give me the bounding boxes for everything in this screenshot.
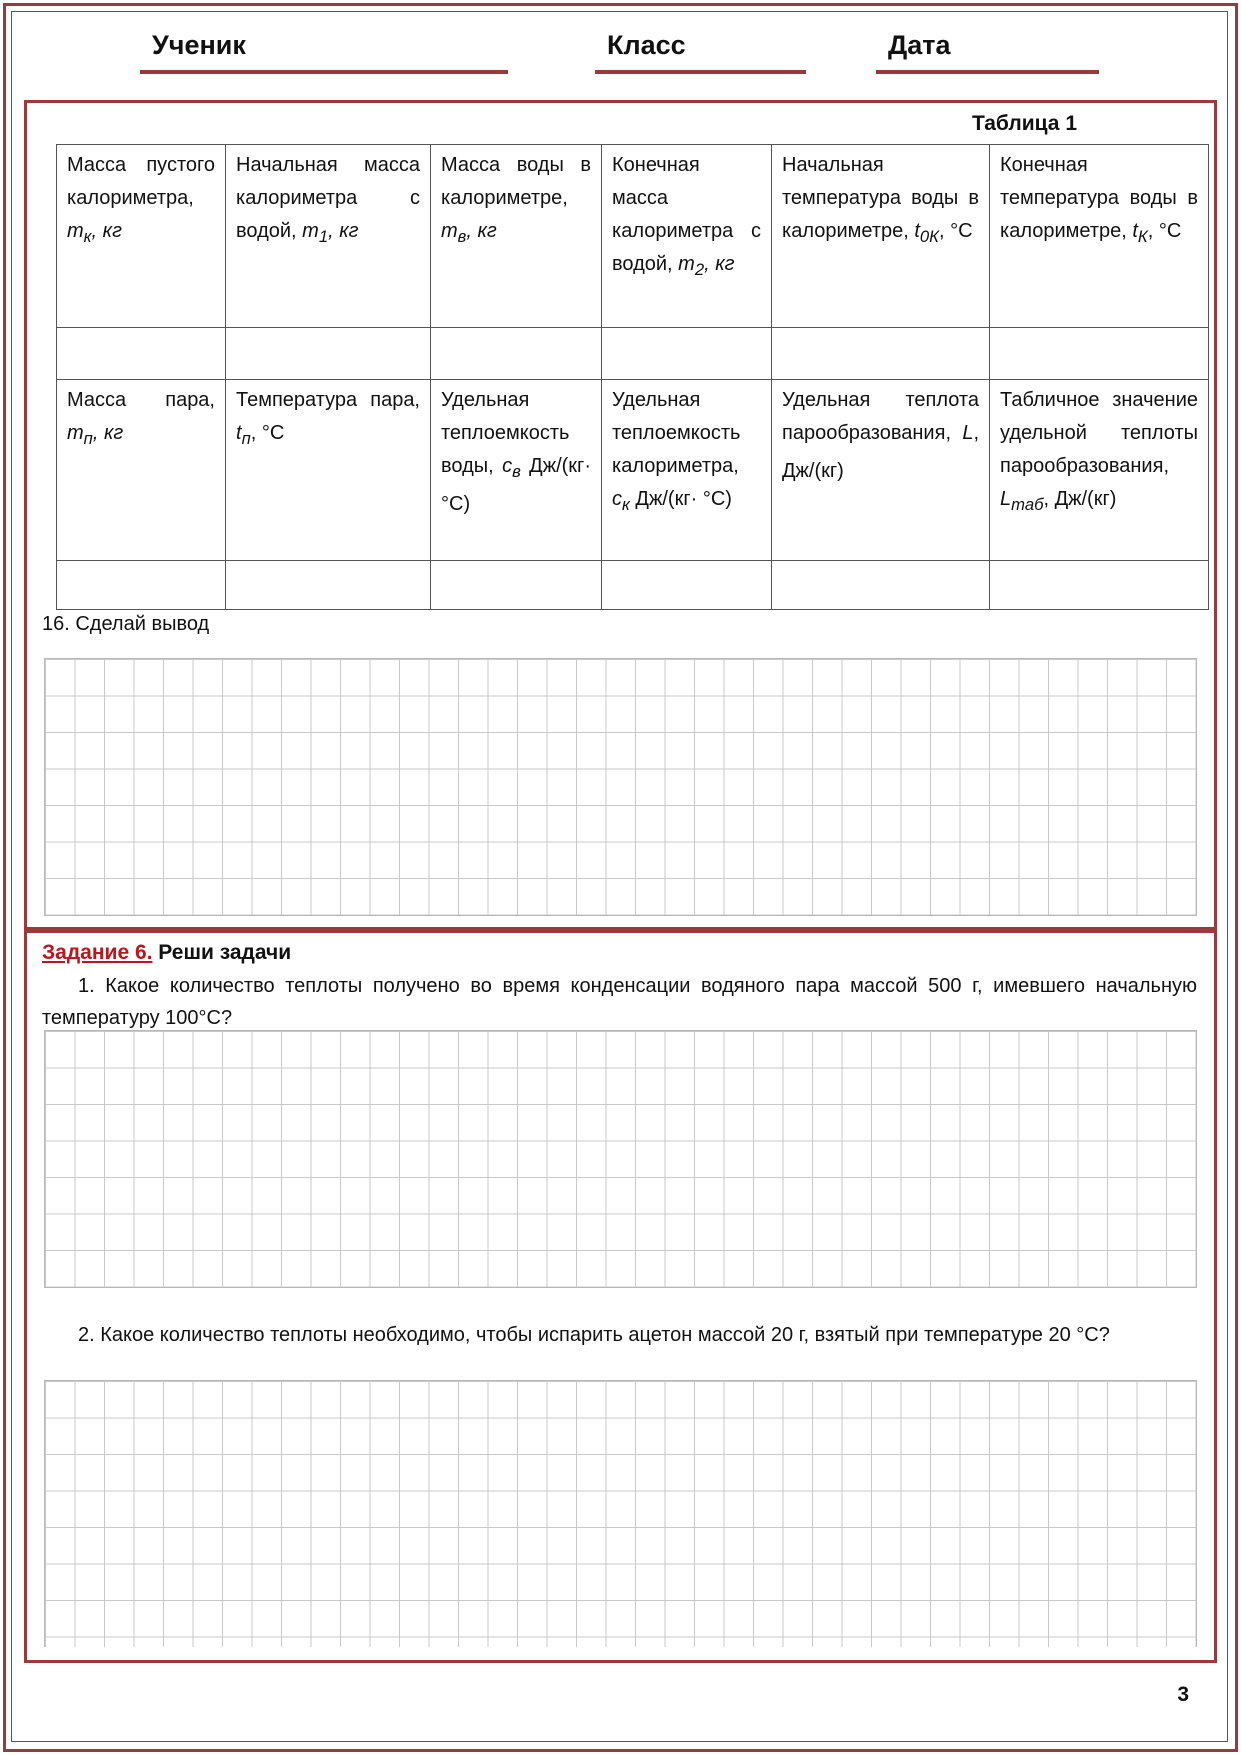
header-cell-final-water-temperature: Конечная температура воды в калориметре, $t_К$, °С xyxy=(990,145,1209,328)
class-field[interactable] xyxy=(595,70,806,74)
header-cell-water-specific-heat: Удельная теплоемкость воды, $c_в$ Дж/(кг· °С) xyxy=(431,379,602,560)
header-cell-final-mass-with-water: Конечная масса калориметра с водой, $m_2$, кг xyxy=(602,145,772,328)
header-cell-water-mass: Масса воды в калориметре, $m_в$, кг xyxy=(431,145,602,328)
table-cell-input[interactable] xyxy=(990,328,1209,379)
answer-grid-1[interactable] xyxy=(44,1030,1197,1288)
table-cell-input[interactable] xyxy=(57,328,226,379)
table-cell-input[interactable] xyxy=(57,560,226,609)
table-cell-input[interactable] xyxy=(431,560,602,609)
question-2: 2. Какое количество теплоты необходимо, чтобы испарить ацетон массой 20 г, взятый при температуре 20 °С? xyxy=(78,1324,1110,1346)
page-number: 3 xyxy=(1177,1683,1189,1706)
table-cell-input[interactable] xyxy=(772,328,990,379)
conclusion-grid[interactable] xyxy=(44,658,1197,916)
table-title: Таблица 1 xyxy=(971,112,1077,135)
answer-grid-2[interactable] xyxy=(44,1380,1197,1647)
class-label: Класс xyxy=(607,30,686,60)
table-header-row-1 xyxy=(57,145,1209,328)
header-cell-steam-temperature: Температура пара, $t_п$, °С xyxy=(226,379,431,560)
header-cell-table-vaporization-heat: Табличное значение удельной теплоты парообразования, $L_{таб}$, Дж/(кг) xyxy=(990,379,1209,560)
table-entry-row-2 xyxy=(57,560,1209,609)
date-label: Дата xyxy=(888,30,951,60)
header-cell-initial-water-temperature: Начальная температура воды в калориметре, $t_{0К}$, °С xyxy=(772,145,990,328)
header-cell-initial-mass-with-water: Начальная масса калориметра с водой, $m_1$, кг xyxy=(226,145,431,328)
table-cell-input[interactable] xyxy=(602,560,772,609)
header-cell-calorimeter-specific-heat: Удельная теплоемкость калориметра, $c_к$ Дж/(кг· °С) xyxy=(602,379,772,560)
header-cell-empty-calorimeter-mass: Масса пустого калориметра, $m_к$, кг xyxy=(57,145,226,328)
header-cell-vaporization-heat: Удельная теплота парообразования, L, Дж/(кг) xyxy=(772,379,990,560)
table-entry-row-1 xyxy=(57,328,1209,379)
measurements-table xyxy=(56,144,1209,610)
student-field[interactable] xyxy=(140,70,508,74)
table-cell-input[interactable] xyxy=(431,328,602,379)
task6-number: Задание 6. xyxy=(42,941,153,964)
table-cell-input[interactable] xyxy=(990,560,1209,609)
table-cell-input[interactable] xyxy=(226,328,431,379)
question-1: 1. Какое количество теплоты получено во время конденсации водяного пара массой 500 г, имевшего начальную температуру 100°С? xyxy=(42,975,1197,1029)
task6-heading xyxy=(42,941,291,965)
task6-title: Реши задачи xyxy=(152,941,292,964)
table-cell-input[interactable] xyxy=(772,560,990,609)
date-field[interactable] xyxy=(876,70,1099,74)
student-label: Ученик xyxy=(152,30,246,60)
conclusion-label: 16. Сделай вывод xyxy=(42,613,210,635)
table-cell-input[interactable] xyxy=(226,560,431,609)
header-cell-steam-mass: Масса пара, $m_п$, кг xyxy=(57,379,226,560)
table-header-row-2 xyxy=(57,379,1209,560)
table-cell-input[interactable] xyxy=(602,328,772,379)
